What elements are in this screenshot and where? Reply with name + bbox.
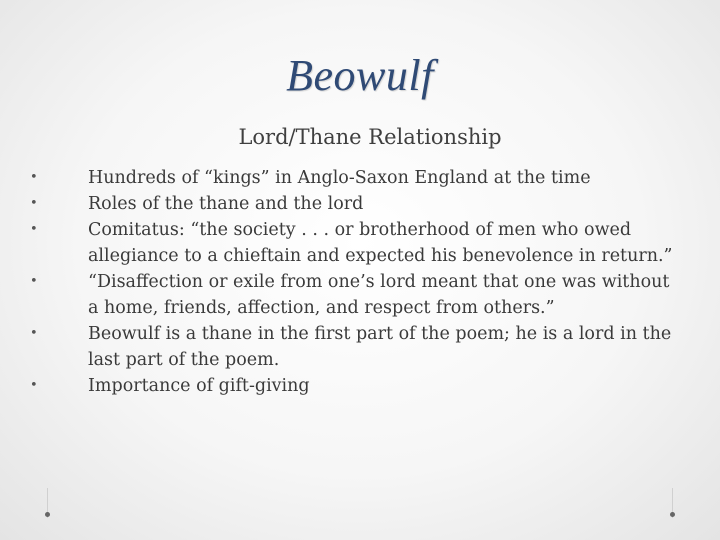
bottom-right-dot (670, 512, 675, 517)
bullet-item (0, 269, 680, 321)
bullet-item (0, 373, 680, 399)
bullet-dot-icon: • (30, 274, 38, 289)
bullet-text: Beowulf is a thane in the first part of the poem; he is a lord in the last part of the poem. (88, 324, 672, 370)
bullet-dot-icon: • (30, 196, 38, 211)
slide-subtitle: Lord/Thane Relationship (238, 125, 502, 149)
bullet-text: Importance of gift-giving (88, 376, 310, 396)
bullet-list (0, 165, 680, 399)
bullet-dot-icon: • (30, 170, 38, 185)
bullet-text: Comitatus: “the society . . . or brotherhood of men who owed allegiance to a chieftain and expected his benevolence in return.” (88, 220, 673, 266)
bullet-item (0, 191, 680, 217)
bullet-item (0, 165, 680, 191)
bullet-text: Roles of the thane and the lord (88, 194, 364, 214)
bullet-dot-icon: • (30, 326, 38, 341)
bullet-dot-icon: • (30, 222, 38, 237)
bullet-text: Hundreds of “kings” in Anglo-Saxon England at the time (88, 168, 591, 188)
bullet-item (0, 217, 680, 269)
slide-title: Beowulf (286, 51, 434, 100)
bullet-item (0, 321, 680, 373)
bullet-text: “Disaffection or exile from one’s lord meant that one was without a home, friends, affection, and respect from others.” (88, 272, 670, 318)
bottom-left-dot (45, 512, 50, 517)
bullet-dot-icon: • (30, 378, 38, 393)
